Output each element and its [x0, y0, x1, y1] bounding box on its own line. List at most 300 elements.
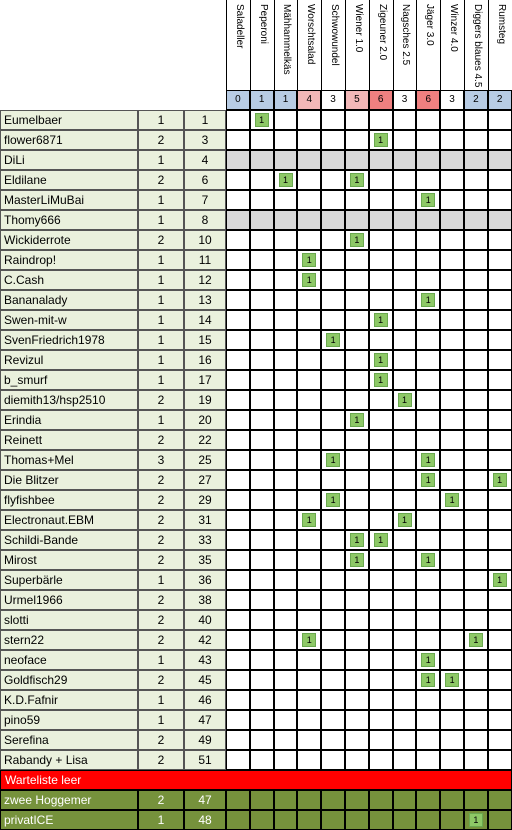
grid-cell[interactable]	[440, 130, 464, 150]
grid-cell[interactable]	[321, 190, 345, 210]
grid-cell[interactable]	[488, 450, 512, 470]
grid-cell[interactable]	[464, 670, 488, 690]
grid-cell[interactable]	[250, 690, 274, 710]
grid-cell[interactable]	[226, 690, 250, 710]
selection-mark[interactable]: 1	[302, 633, 316, 647]
grid-cell[interactable]	[488, 650, 512, 670]
grid-cell[interactable]	[369, 790, 393, 810]
selection-mark[interactable]: 1	[445, 673, 459, 687]
grid-cell[interactable]	[274, 270, 298, 290]
participant-count[interactable]: 1	[138, 110, 184, 130]
grid-cell[interactable]	[488, 430, 512, 450]
grid-cell[interactable]	[464, 510, 488, 530]
grid-cell[interactable]	[440, 570, 464, 590]
participant-number[interactable]: 13	[184, 290, 226, 310]
grid-cell[interactable]	[369, 810, 393, 830]
grid-cell[interactable]	[464, 290, 488, 310]
grid-cell[interactable]	[416, 530, 440, 550]
grid-cell[interactable]	[321, 730, 345, 750]
grid-cell[interactable]	[226, 510, 250, 530]
grid-cell[interactable]	[274, 650, 298, 670]
grid-cell[interactable]	[274, 450, 298, 470]
grid-cell[interactable]	[393, 430, 417, 450]
grid-cell[interactable]	[226, 590, 250, 610]
grid-cell[interactable]	[440, 330, 464, 350]
grid-cell[interactable]	[464, 750, 488, 770]
grid-cell[interactable]	[321, 170, 345, 190]
grid-cell[interactable]	[440, 750, 464, 770]
grid-cell[interactable]	[369, 110, 393, 130]
selection-mark[interactable]: 1	[302, 273, 316, 287]
grid-cell[interactable]	[345, 150, 369, 170]
grid-cell[interactable]	[297, 450, 321, 470]
participant-count[interactable]: 1	[138, 410, 184, 430]
grid-cell[interactable]	[250, 590, 274, 610]
participant-number[interactable]: 42	[184, 630, 226, 650]
grid-cell[interactable]	[250, 450, 274, 470]
grid-cell[interactable]	[226, 610, 250, 630]
grid-cell[interactable]	[250, 430, 274, 450]
grid-cell[interactable]	[464, 230, 488, 250]
grid-cell[interactable]	[416, 250, 440, 270]
participant-name[interactable]: Die Blitzer	[0, 470, 138, 490]
grid-cell[interactable]	[226, 450, 250, 470]
grid-cell[interactable]	[440, 310, 464, 330]
participant-number[interactable]: 47	[184, 790, 226, 810]
participant-count[interactable]: 1	[138, 250, 184, 270]
grid-cell[interactable]	[274, 290, 298, 310]
participant-number[interactable]: 25	[184, 450, 226, 470]
participant-name[interactable]: DiLi	[0, 150, 138, 170]
participant-name[interactable]: b_smurf	[0, 370, 138, 390]
grid-cell[interactable]	[274, 610, 298, 630]
participant-number[interactable]: 47	[184, 710, 226, 730]
participant-count[interactable]: 3	[138, 450, 184, 470]
grid-cell[interactable]	[393, 790, 417, 810]
grid-cell[interactable]	[369, 270, 393, 290]
grid-cell[interactable]	[226, 570, 250, 590]
selection-mark[interactable]: 1	[302, 253, 316, 267]
participant-number[interactable]: 6	[184, 170, 226, 190]
grid-cell[interactable]	[393, 310, 417, 330]
grid-cell[interactable]	[321, 350, 345, 370]
grid-cell[interactable]	[369, 390, 393, 410]
participant-number[interactable]: 43	[184, 650, 226, 670]
grid-cell[interactable]	[345, 250, 369, 270]
grid-cell[interactable]	[321, 590, 345, 610]
grid-cell[interactable]	[416, 690, 440, 710]
participant-count[interactable]: 2	[138, 670, 184, 690]
grid-cell[interactable]	[345, 810, 369, 830]
grid-cell[interactable]	[321, 250, 345, 270]
grid-cell[interactable]	[488, 510, 512, 530]
grid-cell[interactable]	[297, 570, 321, 590]
grid-cell[interactable]	[416, 150, 440, 170]
grid-cell[interactable]	[440, 630, 464, 650]
grid-cell[interactable]	[345, 330, 369, 350]
grid-cell[interactable]	[250, 750, 274, 770]
participant-name[interactable]: Goldfisch29	[0, 670, 138, 690]
grid-cell[interactable]	[393, 710, 417, 730]
participant-number[interactable]: 1	[184, 110, 226, 130]
participant-name[interactable]: pino59	[0, 710, 138, 730]
grid-cell[interactable]	[464, 570, 488, 590]
selection-mark[interactable]: 1	[350, 233, 364, 247]
grid-cell[interactable]	[345, 750, 369, 770]
grid-cell[interactable]	[393, 590, 417, 610]
grid-cell[interactable]	[226, 810, 250, 830]
grid-cell[interactable]	[345, 630, 369, 650]
grid-cell[interactable]	[369, 430, 393, 450]
grid-cell[interactable]	[297, 350, 321, 370]
grid-cell[interactable]	[274, 470, 298, 490]
grid-cell[interactable]	[297, 410, 321, 430]
grid-cell[interactable]	[416, 130, 440, 150]
participant-number[interactable]: 46	[184, 690, 226, 710]
grid-cell[interactable]	[250, 550, 274, 570]
participant-count[interactable]: 2	[138, 230, 184, 250]
grid-cell[interactable]	[369, 450, 393, 470]
selection-mark[interactable]: 1	[350, 173, 364, 187]
grid-cell[interactable]	[440, 550, 464, 570]
grid-cell[interactable]	[393, 190, 417, 210]
grid-cell[interactable]	[464, 430, 488, 450]
grid-cell[interactable]	[488, 530, 512, 550]
participant-number[interactable]: 4	[184, 150, 226, 170]
grid-cell[interactable]	[464, 650, 488, 670]
grid-cell[interactable]	[369, 550, 393, 570]
participant-number[interactable]: 15	[184, 330, 226, 350]
grid-cell[interactable]	[297, 590, 321, 610]
grid-cell[interactable]	[393, 810, 417, 830]
grid-cell[interactable]	[321, 570, 345, 590]
grid-cell[interactable]	[440, 210, 464, 230]
grid-cell[interactable]	[488, 790, 512, 810]
grid-cell[interactable]	[393, 550, 417, 570]
selection-mark[interactable]: 1	[445, 493, 459, 507]
grid-cell[interactable]	[440, 810, 464, 830]
participant-name[interactable]: diemith13/hsp2510	[0, 390, 138, 410]
grid-cell[interactable]	[297, 190, 321, 210]
selection-mark[interactable]: 1	[374, 373, 388, 387]
grid-cell[interactable]	[297, 550, 321, 570]
grid-cell[interactable]	[440, 290, 464, 310]
grid-cell[interactable]	[297, 130, 321, 150]
selection-mark[interactable]: 1	[398, 393, 412, 407]
grid-cell[interactable]	[250, 650, 274, 670]
grid-cell[interactable]	[274, 690, 298, 710]
grid-cell[interactable]	[416, 410, 440, 430]
participant-name[interactable]: Eumelbaer	[0, 110, 138, 130]
grid-cell[interactable]	[440, 590, 464, 610]
participant-name[interactable]: Erindia	[0, 410, 138, 430]
participant-count[interactable]: 1	[138, 190, 184, 210]
participant-name[interactable]: zwee Hoggemer	[0, 790, 138, 810]
grid-cell[interactable]	[440, 470, 464, 490]
grid-cell[interactable]	[464, 330, 488, 350]
grid-cell[interactable]	[345, 110, 369, 130]
participant-name[interactable]: neoface	[0, 650, 138, 670]
grid-cell[interactable]	[440, 410, 464, 430]
participant-count[interactable]: 2	[138, 750, 184, 770]
grid-cell[interactable]	[274, 250, 298, 270]
participant-count[interactable]: 2	[138, 430, 184, 450]
grid-cell[interactable]	[274, 670, 298, 690]
grid-cell[interactable]	[440, 250, 464, 270]
grid-cell[interactable]	[250, 310, 274, 330]
grid-cell[interactable]	[440, 710, 464, 730]
grid-cell[interactable]	[464, 150, 488, 170]
grid-cell[interactable]	[321, 530, 345, 550]
grid-cell[interactable]	[369, 670, 393, 690]
participant-name[interactable]: Serefina	[0, 730, 138, 750]
participant-name[interactable]: Thomas+Mel	[0, 450, 138, 470]
grid-cell[interactable]	[369, 230, 393, 250]
grid-cell[interactable]	[416, 590, 440, 610]
grid-cell[interactable]	[250, 390, 274, 410]
grid-cell[interactable]	[393, 450, 417, 470]
grid-cell[interactable]	[250, 210, 274, 230]
grid-cell[interactable]	[250, 350, 274, 370]
grid-cell[interactable]	[297, 470, 321, 490]
grid-cell[interactable]	[345, 310, 369, 330]
participant-name[interactable]: Wickiderrote	[0, 230, 138, 250]
grid-cell[interactable]	[369, 490, 393, 510]
grid-cell[interactable]	[297, 290, 321, 310]
grid-cell[interactable]	[274, 330, 298, 350]
participant-name[interactable]: SvenFriedrich1978	[0, 330, 138, 350]
grid-cell[interactable]	[274, 630, 298, 650]
grid-cell[interactable]	[440, 530, 464, 550]
participant-count[interactable]: 1	[138, 350, 184, 370]
grid-cell[interactable]	[393, 210, 417, 230]
grid-cell[interactable]	[345, 290, 369, 310]
grid-cell[interactable]	[345, 190, 369, 210]
participant-name[interactable]: MasterLiMuBai	[0, 190, 138, 210]
grid-cell[interactable]	[464, 130, 488, 150]
grid-cell[interactable]	[416, 210, 440, 230]
selection-mark[interactable]: 1	[302, 513, 316, 527]
grid-cell[interactable]	[416, 490, 440, 510]
participant-number[interactable]: 10	[184, 230, 226, 250]
grid-cell[interactable]	[440, 350, 464, 370]
grid-cell[interactable]	[274, 750, 298, 770]
grid-cell[interactable]	[393, 650, 417, 670]
grid-cell[interactable]	[416, 790, 440, 810]
selection-mark[interactable]: 1	[421, 673, 435, 687]
grid-cell[interactable]	[345, 390, 369, 410]
selection-mark[interactable]: 1	[469, 633, 483, 647]
grid-cell[interactable]	[488, 810, 512, 830]
grid-cell[interactable]	[226, 710, 250, 730]
grid-cell[interactable]	[464, 790, 488, 810]
grid-cell[interactable]	[250, 330, 274, 350]
grid-cell[interactable]	[464, 590, 488, 610]
grid-cell[interactable]	[393, 250, 417, 270]
grid-cell[interactable]	[393, 690, 417, 710]
grid-cell[interactable]	[369, 510, 393, 530]
grid-cell[interactable]	[297, 750, 321, 770]
grid-cell[interactable]	[464, 310, 488, 330]
grid-cell[interactable]	[226, 250, 250, 270]
grid-cell[interactable]	[464, 250, 488, 270]
participant-number[interactable]: 38	[184, 590, 226, 610]
participant-count[interactable]: 1	[138, 710, 184, 730]
grid-cell[interactable]	[274, 350, 298, 370]
grid-cell[interactable]	[250, 470, 274, 490]
grid-cell[interactable]	[226, 150, 250, 170]
participant-count[interactable]: 2	[138, 610, 184, 630]
grid-cell[interactable]	[297, 690, 321, 710]
grid-cell[interactable]	[321, 630, 345, 650]
grid-cell[interactable]	[369, 610, 393, 630]
participant-count[interactable]: 2	[138, 130, 184, 150]
grid-cell[interactable]	[440, 370, 464, 390]
grid-cell[interactable]	[464, 210, 488, 230]
grid-cell[interactable]	[274, 310, 298, 330]
grid-cell[interactable]	[393, 470, 417, 490]
grid-cell[interactable]	[369, 150, 393, 170]
grid-cell[interactable]	[393, 290, 417, 310]
grid-cell[interactable]	[226, 290, 250, 310]
grid-cell[interactable]	[250, 270, 274, 290]
grid-cell[interactable]	[297, 610, 321, 630]
grid-cell[interactable]	[416, 710, 440, 730]
participant-count[interactable]: 1	[138, 690, 184, 710]
grid-cell[interactable]	[416, 390, 440, 410]
grid-cell[interactable]	[369, 690, 393, 710]
participant-number[interactable]: 27	[184, 470, 226, 490]
grid-cell[interactable]	[488, 670, 512, 690]
participant-number[interactable]: 22	[184, 430, 226, 450]
grid-cell[interactable]	[440, 730, 464, 750]
grid-cell[interactable]	[440, 790, 464, 810]
grid-cell[interactable]	[393, 530, 417, 550]
grid-cell[interactable]	[345, 790, 369, 810]
grid-cell[interactable]	[250, 710, 274, 730]
grid-cell[interactable]	[297, 490, 321, 510]
grid-cell[interactable]	[321, 710, 345, 730]
selection-mark[interactable]: 1	[469, 813, 483, 827]
grid-cell[interactable]	[393, 670, 417, 690]
participant-count[interactable]: 1	[138, 150, 184, 170]
grid-cell[interactable]	[226, 750, 250, 770]
grid-cell[interactable]	[321, 130, 345, 150]
grid-cell[interactable]	[345, 130, 369, 150]
grid-cell[interactable]	[369, 210, 393, 230]
participant-name[interactable]: K.D.Fafnir	[0, 690, 138, 710]
grid-cell[interactable]	[488, 270, 512, 290]
grid-cell[interactable]	[321, 310, 345, 330]
grid-cell[interactable]	[274, 210, 298, 230]
grid-cell[interactable]	[416, 230, 440, 250]
grid-cell[interactable]	[345, 490, 369, 510]
grid-cell[interactable]	[321, 390, 345, 410]
grid-cell[interactable]	[250, 490, 274, 510]
grid-cell[interactable]	[464, 470, 488, 490]
participant-count[interactable]: 2	[138, 590, 184, 610]
grid-cell[interactable]	[464, 390, 488, 410]
grid-cell[interactable]	[274, 390, 298, 410]
selection-mark[interactable]: 1	[421, 193, 435, 207]
selection-mark[interactable]: 1	[326, 333, 340, 347]
participant-count[interactable]: 2	[138, 510, 184, 530]
grid-cell[interactable]	[440, 390, 464, 410]
grid-cell[interactable]	[345, 670, 369, 690]
grid-cell[interactable]	[297, 390, 321, 410]
grid-cell[interactable]	[464, 530, 488, 550]
grid-cell[interactable]	[226, 410, 250, 430]
participant-count[interactable]: 1	[138, 270, 184, 290]
grid-cell[interactable]	[345, 270, 369, 290]
grid-cell[interactable]	[274, 570, 298, 590]
participant-name[interactable]: Electronaut.EBM	[0, 510, 138, 530]
grid-cell[interactable]	[488, 490, 512, 510]
grid-cell[interactable]	[416, 310, 440, 330]
participant-name[interactable]: flyfishbee	[0, 490, 138, 510]
grid-cell[interactable]	[440, 190, 464, 210]
participant-name[interactable]: Swen-mit-w	[0, 310, 138, 330]
grid-cell[interactable]	[297, 170, 321, 190]
grid-cell[interactable]	[416, 630, 440, 650]
participant-number[interactable]: 31	[184, 510, 226, 530]
participant-name[interactable]: privatICE	[0, 810, 138, 830]
grid-cell[interactable]	[250, 730, 274, 750]
grid-cell[interactable]	[416, 270, 440, 290]
grid-cell[interactable]	[440, 510, 464, 530]
grid-cell[interactable]	[393, 570, 417, 590]
grid-cell[interactable]	[321, 470, 345, 490]
selection-mark[interactable]: 1	[398, 513, 412, 527]
grid-cell[interactable]	[464, 450, 488, 470]
selection-mark[interactable]: 1	[421, 553, 435, 567]
grid-cell[interactable]	[345, 610, 369, 630]
grid-cell[interactable]	[297, 330, 321, 350]
grid-cell[interactable]	[488, 190, 512, 210]
grid-cell[interactable]	[274, 810, 298, 830]
grid-cell[interactable]	[250, 790, 274, 810]
grid-cell[interactable]	[321, 270, 345, 290]
grid-cell[interactable]	[250, 510, 274, 530]
grid-cell[interactable]	[226, 270, 250, 290]
grid-cell[interactable]	[416, 430, 440, 450]
grid-cell[interactable]	[274, 230, 298, 250]
grid-cell[interactable]	[345, 210, 369, 230]
grid-cell[interactable]	[416, 170, 440, 190]
grid-cell[interactable]	[369, 330, 393, 350]
grid-cell[interactable]	[488, 150, 512, 170]
participant-name[interactable]: Bananalady	[0, 290, 138, 310]
grid-cell[interactable]	[321, 370, 345, 390]
grid-cell[interactable]	[297, 210, 321, 230]
grid-cell[interactable]	[226, 490, 250, 510]
grid-cell[interactable]	[321, 150, 345, 170]
grid-cell[interactable]	[250, 130, 274, 150]
grid-cell[interactable]	[488, 410, 512, 430]
grid-cell[interactable]	[464, 370, 488, 390]
grid-cell[interactable]	[488, 130, 512, 150]
participant-count[interactable]: 2	[138, 530, 184, 550]
grid-cell[interactable]	[274, 410, 298, 430]
grid-cell[interactable]	[393, 330, 417, 350]
grid-cell[interactable]	[297, 150, 321, 170]
grid-cell[interactable]	[393, 170, 417, 190]
grid-cell[interactable]	[369, 590, 393, 610]
grid-cell[interactable]	[226, 790, 250, 810]
participant-number[interactable]: 20	[184, 410, 226, 430]
grid-cell[interactable]	[464, 410, 488, 430]
grid-cell[interactable]	[226, 330, 250, 350]
